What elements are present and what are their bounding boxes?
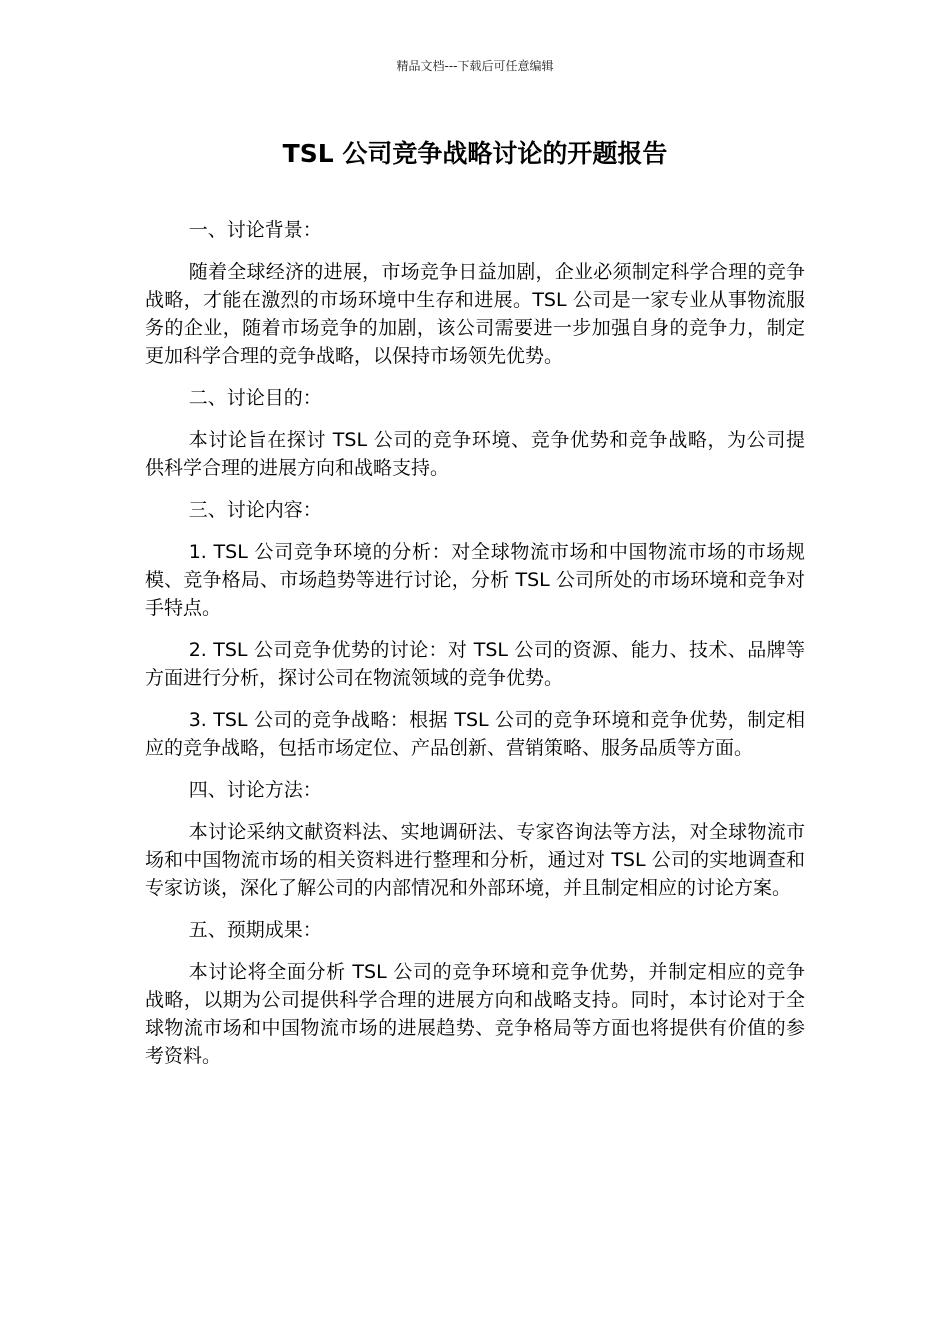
document-body: [145, 216, 805, 1084]
document-title: TSL 公司竞争战略讨论的开题报告: [282, 139, 668, 168]
paragraph-outcomes: 本讨论将全面分析 TSL 公司的竞争环境和竞争优势，并制定相应的竞争战略，以期为公司提供科学合理的进展方向和战略支持。同时，本讨论对于全球物流市场和中国物流市场的进展趋势、竞争格局等方面也将提供有价值的参考资料。: [145, 961, 805, 1067]
section-heading-method: 四、讨论方法：: [188, 779, 322, 801]
paragraph-content-item-1: 1. TSL 公司竞争环境的分析：对全球物流市场和中国物流市场的市场规模、竞争格局、市场趋势等进行讨论，分析 TSL 公司所处的市场环境和竞争对手特点。: [145, 541, 805, 619]
section-heading-purpose: 二、讨论目的：: [188, 387, 322, 409]
section-heading-outcomes: 五、预期成果：: [188, 919, 322, 941]
paragraph-background: 随着全球经济的进展，市场竞争日益加剧，企业必须制定科学合理的竞争战略，才能在激烈的市场环境中生存和进展。TSL 公司是一家专业从事物流服务的企业，随着市场竞争的加剧，该公司需要进一步加强自身的竞争力，制定更加科学合理的竞争战略，以保持市场领先优势。: [145, 261, 805, 367]
paragraph-content-item-3: 3. TSL 公司的竞争战略：根据 TSL 公司的竞争环境和竞争优势，制定相应的竞争战略，包括市场定位、产品创新、营销策略、服务品质等方面。: [145, 709, 805, 759]
paragraph-purpose: 本讨论旨在探讨 TSL 公司的竞争环境、竞争优势和竞争战略，为公司提供科学合理的进展方向和战略支持。: [145, 429, 805, 479]
section-heading-content: 三、讨论内容：: [188, 499, 322, 521]
paragraph-method: 本讨论采纳文献资料法、实地调研法、专家咨询法等方法，对全球物流市场和中国物流市场的相关资料进行整理和分析，通过对 TSL 公司的实地调查和专家访谈，深化了解公司的内部情况和外部环境，并且制定相应的讨论方案。: [145, 821, 805, 899]
header-note: 精品文档---下载后可任意编辑: [396, 59, 554, 73]
paragraph-content-item-2: 2. TSL 公司竞争优势的讨论：对 TSL 公司的资源、能力、技术、品牌等方面进行分析，探讨公司在物流领域的竞争优势。: [145, 639, 805, 689]
section-heading-background: 一、讨论背景：: [188, 219, 322, 241]
